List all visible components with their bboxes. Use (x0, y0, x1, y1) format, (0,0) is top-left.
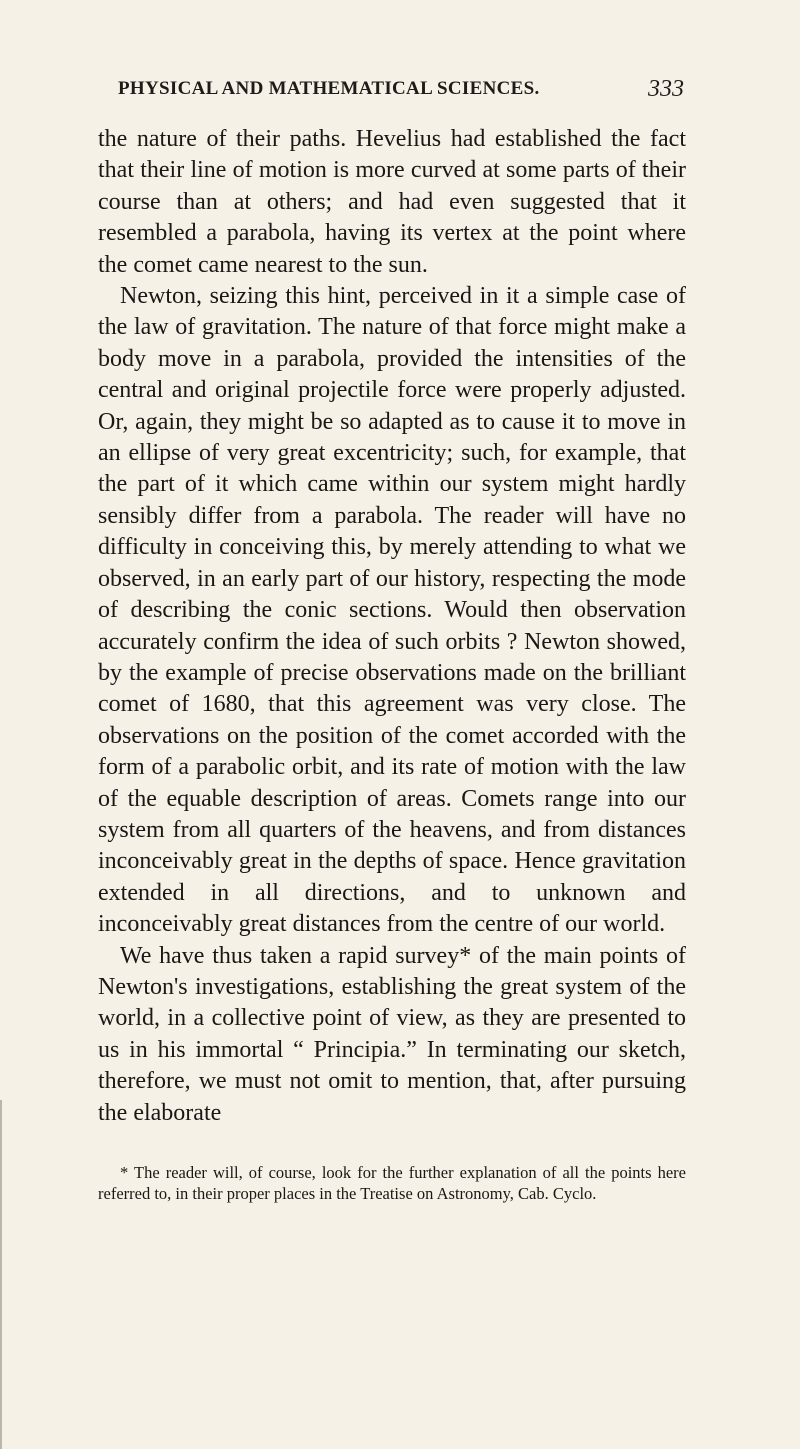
paragraph-1: the nature of their paths. Hevelius had established the fact that their line of motion is more curved at some parts of their course than at others; and had even suggested that it resembled a parabola, having its vertex at the point where the comet came nearest to the sun. (98, 126, 686, 278)
paragraph-3: We have thus taken a rapid survey* of the main points of Newton's investigations, establishing the great system of the world, in a collective point of view, as they are presented to us in his immortal “ Principia.” In terminating our sketch, therefore, we must not omit to mention, that, after pursuing the elaborate (98, 942, 686, 1126)
footnote: * The reader will, of course, look for the further explanation of all the points here referred to, in their proper places in the Treatise on Astronomy, Cab. Cyclo. (98, 1163, 686, 1203)
body-text (98, 124, 686, 1129)
page-header (118, 78, 684, 108)
running-head: PHYSICAL AND MATHEMATICAL SCIENCES. (118, 78, 540, 99)
paragraph-2: Newton, seizing this hint, perceived in it a simple case of the law of gravitation. The nature of that force might make a body move in a parabola, provided the intensities of the central and original projectile force were properly adjusted. Or, again, they might be so adapted as to cause it to move in an ellipse of very great excentricity; such, for example, that the part of it which came within our system might hardly sensibly differ from a parabola. The reader will have no difficulty in conceiving this, by merely attending to what we observed, in an early part of our history, respecting the mode of describing the conic sections. Would then observation accurately confirm the idea of such orbits ? Newton showed, by the example of precise observations made on the brilliant comet of 1680, that this agreement was very close. The observations on the position of the comet accorded with the form of a parabolic orbit, and its rate of motion with the law of the equable description of areas. Comets range into our system from all quarters of the heavens, and from distances inconceivably great in the depths of space. Hence gravitation extended in all directions, and to unknown and inconceivably great distances from the centre of our world. (98, 283, 686, 938)
page-edge-line (0, 1100, 2, 1449)
page-number: 333 (648, 76, 684, 102)
